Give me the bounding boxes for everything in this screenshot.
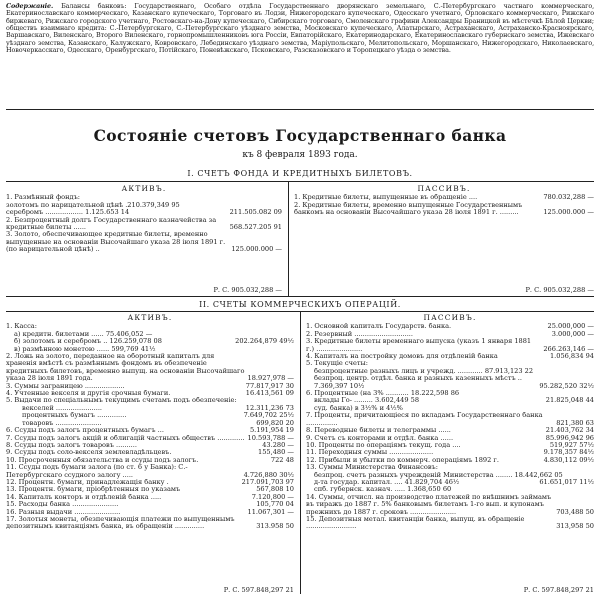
section2-liability-row-amount: 1.056,834 94 — [549, 353, 594, 361]
section2-liability-row — [306, 353, 594, 360]
section2-asset-row-amount: 12.311,236 73 — [245, 404, 294, 412]
section1-assets-total: Р. С. 905.032,288 — — [213, 286, 282, 294]
section1-asset-row-amount: 125.000.000 — — [231, 245, 282, 254]
section2-liability-row-label: 3. Кредитные билеты временнаго выпуска (указъ 1 января 1881 г.) ...................... — [306, 338, 532, 353]
section2-liability-row — [306, 516, 594, 531]
section2-asset-row-label: а) кредитн. билетами ...... 75.406,052 — — [14, 330, 153, 338]
section2-asset-row — [6, 346, 294, 353]
section2-liability-row-amount: 519,927 57½ — [549, 441, 594, 449]
section2-asset-row — [6, 486, 294, 493]
section2-asset-row-amount: 7.120,800 — — [251, 493, 294, 501]
section2-asset-row — [6, 390, 294, 397]
section1-liability-row-amount: 780.032,288 — — [543, 194, 594, 202]
section2-liabilities-heading: ПАССИВЪ. — [423, 313, 477, 322]
section2-asset-row — [6, 494, 294, 501]
section2-asset-row-label: 2. Ложь на золото, переданное на оборотный капиталъ для храненія вмѣстѣ съ размѣннымъ фондомъ въ обезпеченіе кредитныхъ билетовъ, временно выпущ. на основаніи Высочайшаго указа 28 іюля 1891 года. — [6, 353, 245, 383]
section2-asset-row — [6, 516, 294, 531]
section2-asset-row — [6, 412, 294, 419]
section2-asset-row-label: 16. Разныя выдачи ...................... — [6, 508, 121, 516]
section2-asset-row-amount: 722 48 — [270, 456, 294, 464]
section1-liability-row — [294, 194, 594, 201]
section1-asset-row-label: 2. Безпроцентный долгъ Государственнаго казначейства за кредитные билеты ...... — [6, 216, 217, 232]
section2-liability-row-label: 1. Основной капиталъ Государств. банка. — [306, 323, 452, 331]
section2-liability-row — [306, 427, 594, 434]
section2-liability-row-label: 2. Резервный ............................ — [306, 330, 413, 338]
section2-liability-row — [306, 338, 594, 353]
section2-asset-row — [6, 427, 294, 434]
section2-asset-row — [6, 353, 294, 383]
section2-asset-row — [6, 457, 294, 464]
section1-asset-row-label: 1. Размѣнный фондъ: — [6, 194, 80, 202]
section2-liability-row — [306, 405, 594, 412]
section2-asset-row-amount: 10.593,788 — — [247, 434, 294, 442]
section2-asset-row-amount: 5.191,954 19 — [249, 427, 294, 435]
section2-asset-row — [6, 323, 294, 330]
section1-asset-row — [6, 217, 282, 232]
section2-liability-row-label: 12. Прибыли и убытки по коммерч. операціямъ 1892 г. — [306, 456, 499, 464]
contents-paragraph — [6, 3, 594, 54]
section2-asset-row-label: векселей ...................... — [22, 404, 103, 412]
section2-asset-row-label: 11. Ссуды подъ бумаги залога (по ст. 6 у Банка): С.-Петербургскаго ссудного залогу ..... — [6, 464, 188, 479]
section2-asset-row-label: 3. Суммы заграницею ................... — [6, 382, 125, 390]
section2-asset-row-label: товаровъ ...................... — [22, 419, 102, 427]
section2-asset-row — [6, 442, 294, 449]
section2-liability-row — [306, 390, 594, 397]
section2-liability-row-amount: 821,380 63 — [556, 418, 594, 427]
section2-liability-row-label: 11. Переходныя суммы ..................... — [306, 449, 434, 457]
section1-assets-heading: АКТИВЪ. — [121, 184, 167, 193]
section1-liabilities-column — [294, 185, 594, 217]
section1-asset-row-amount: 211.505.082 09 — [229, 209, 282, 217]
section2-asset-row — [6, 331, 294, 338]
section1-asset-row — [6, 231, 282, 253]
section2-asset-row — [6, 383, 294, 390]
section1-liability-row — [294, 202, 594, 217]
section2-liability-row-label: суд. банка) в 3½% и 4½% — [314, 404, 403, 412]
section2-asset-row-label: 17. Золотыя монеты, обезпечивающія платежи по выпущеннымъ депозитнымъ квитанціямъ банка, въ обращеніи .............. — [6, 515, 235, 531]
section2-liability-row-label: безпроцентные разныхъ лицъ и учрежд. ............ 87.913,123 22 — [314, 367, 534, 375]
section1-bottom-rule — [6, 296, 594, 297]
section1-liability-row-amount: 125.000.000 — — [543, 208, 594, 217]
section2-assets-column — [6, 314, 294, 531]
section2-asset-row-amount: 567,808 10 — [256, 486, 294, 494]
section2-asset-row-amount: 16.413,561 09 — [245, 390, 294, 398]
contents-label: Содержаніе. — [6, 2, 54, 10]
section2-asset-row-amount: 313.958 50 — [256, 522, 294, 531]
section1-asset-row — [6, 209, 282, 216]
section2-asset-row-label: 7. Ссуды подъ залогъ акцій и облигацій частныхъ обществъ ............. — [6, 434, 245, 442]
section1-asset-row-label: 3. Золото, обеспечивающее кредитные билеты, временно выпущенные на основаніи Высочайшаго указа 28 іюля 1891 г. (по нарицательной цѣнѣ) .. — [6, 231, 226, 254]
section2-liability-row-amount: 95.282,520 32½ — [539, 381, 594, 390]
section2-liability-row — [306, 464, 594, 471]
section1-assets-column — [6, 185, 282, 254]
section2-liability-row-label: 8. Переводные билеты и телеграммы ...... — [306, 427, 451, 435]
section2-asset-row — [6, 397, 294, 404]
section2-asset-row-amount: 18.927,978 — — [247, 374, 294, 383]
section2-liability-row-label: 15. Депозитныя метал. квитанціи банка, выпущ. въ обращеніе ........................ — [306, 515, 525, 531]
section2-asset-row-label: 12. Процентн. бумаги, принадлежащія банку . — [6, 478, 169, 486]
section2-asset-row-amount: 202.264,879 49½ — [235, 338, 294, 346]
section2-liability-row-amount: 4.830,112 09½ — [543, 456, 594, 464]
section2-asset-row — [6, 435, 294, 442]
section2-asset-row-amount: 217.091,703 97 — [241, 478, 294, 486]
section2-asset-row-label: 6. Ссуды подъ залогъ процентныхъ бумагъ ... — [6, 427, 164, 435]
section2-liability-row-label: 14. Суммы, отчисл. на производство платежей по внѣшнимъ займамъ въ тиражъ до 1887 г. 5% банковымъ билетамъ 1-го вып. и купонамъ прежнихъ до 1887 г. сроковъ ...................... — [306, 493, 552, 516]
section2-asset-row — [6, 449, 294, 456]
section2-liability-row — [306, 457, 594, 464]
section2-liability-row-label: 9. Счетъ съ конторами и отдѣл. банка ...... — [306, 434, 454, 442]
section2-asset-row-label: 14. Капиталъ конторъ и отдѣленій банка ..... — [6, 493, 162, 501]
section2-liability-row — [306, 479, 594, 486]
section1-asset-row-label: серебромъ .................. 1.125.653 14 — [6, 209, 130, 217]
section2-asset-row — [6, 405, 294, 412]
section2-liability-row — [306, 449, 594, 456]
section2-asset-row-label: 13. Процентн. бумаги, пріобрѣтенныя по указамъ — [6, 486, 181, 494]
section2-asset-row — [6, 420, 294, 427]
section2-liability-row — [306, 472, 594, 479]
section2-asset-row-label: 1. Касса: — [6, 323, 37, 331]
section2-liability-row-label: вклады Го- ......... 3.602,449 58 — [314, 397, 420, 405]
section2-asset-row-label: 5. Выдачи по спеціальнымъ текущимъ счетамъ подъ обезпеченіе: — [6, 397, 237, 405]
section2-liability-row — [306, 331, 594, 338]
section2-asset-row-amount: 77.817,917 30 — [245, 382, 294, 390]
page-subtitle: къ 8 февраля 1893 года. — [242, 150, 358, 160]
section1-asset-row-label: золотомъ по нарицательной цѣнѣ .210.379,349 95 — [6, 201, 180, 209]
section2-asset-row — [6, 464, 294, 479]
section2-asset-row — [6, 509, 294, 516]
section1-asset-row — [6, 194, 282, 201]
section2-liability-row — [306, 368, 594, 375]
section2-liability-row — [306, 323, 594, 330]
section2-liability-row-amount: 21.403,762 34 — [545, 427, 594, 435]
section2-liability-row-amount: 9.178,357 84½ — [543, 449, 594, 457]
section2-liability-row-amount: 703,488 50 — [556, 507, 594, 516]
section1-asset-row — [6, 202, 282, 209]
section2-liability-row-label: 4. Капиталъ на постройку домовъ для отдѣленій банка — [306, 353, 498, 361]
section1-liabilities-heading: ПАССИВЪ. — [417, 184, 471, 193]
section2-liability-row-amount: 266.263,146 — — [543, 344, 594, 353]
section2-liability-row — [306, 435, 594, 442]
intro-divider — [6, 109, 594, 110]
section2-asset-row-label: в) размѣнною монетою ...... 599,769 41½ — [14, 345, 156, 353]
section2-liabilities-column — [306, 314, 594, 531]
section2-liability-row-label: д-та государ. капитал. .... 41.829,704 46½ — [314, 478, 460, 486]
section2-asset-row — [6, 338, 294, 345]
section2-liability-row-label: 5. Текущіе счеты: — [306, 360, 368, 368]
section2-liability-row — [306, 360, 594, 367]
section2-heading: II. СЧЕТЫ КОММЕРЧЕСКИХЪ ОПЕРАЦІЙ. — [199, 300, 401, 309]
section2-asset-row-label: процентныхъ бумагъ .............. — [22, 412, 127, 420]
section2-asset-row — [6, 479, 294, 486]
section2-asset-row-amount: 699,820 20 — [256, 419, 294, 427]
section1-liability-row-label: 1. Кредитные билеты, выпущенные въ обращеніе .... — [294, 194, 478, 202]
section2-liability-row-amount: 85.996,942 96 — [545, 434, 594, 442]
section2-asset-row-amount: 155,480 — — [258, 449, 294, 457]
section2-liability-row — [306, 375, 594, 390]
section2-asset-row — [6, 501, 294, 508]
section2-liability-row-amount: 313,958 50 — [556, 522, 594, 531]
section2-liabilities-total: Р. С. 597.848,297 21 — [523, 586, 594, 594]
section2-assets-total: Р. С. 597.848,297 21 — [223, 586, 294, 594]
contents-text: Балансы банковъ: Государственнаго, Особаго отдѣла Государственнаго дворянскаго земельнаго, С.-Петербургскаго частнаго коммерческаго, Екатеринославскаго коммерческаго, Казанскаго купеческаго, Торговаго въ Лодзи, Нижегородскаго купеческаго, Одесскаго учетнаго, Орловскаго коммерческаго, Рижскаго биржеваго, Рижскаго городского учетнаго, Ростовскаго-на-Дону купеческаго, Сибирскаго торговаго, Смоленскаго графини Александры Браницкой въ мѣстечкѣ Бѣлой Церкви; обществъ взаимнаго кредита: С.-Петербургскаго, С.-Петербургскаго уѣзднаго земства, Московскаго купеческаго, Алатырскаго, Астраханскаго, Астраханско-Красноярскаго, Варшавскаго, Виленскаго, Второго Виленскаго, горнопромышленниковъ юга Россіи, Евпаторійскаго, Екатеринодарскаго, Екатеринославскаго губернскаго земства, Ижевскаго уѣзднаго земства, Казанскаго, Калужскаго, Ковровскаго, Лебединскаго уѣзднаго земства, Маріупольскаго, Мелитопольскаго, Моршанскаго, Нижегородскаго, Николаевскаго, Новочеркасскаго, Одесскаго, Оренбургскаго, Потійскаго, Поневѣжскаго, Псковскаго, Разсказовскаго и Торопецкаго уѣзда о земства. — [6, 2, 595, 55]
section2-liability-row-label: 13. Суммы Министерства Финансовъ: — [306, 464, 438, 472]
section2-liability-row-label: безпроц. счетъ разныхъ учрежденій Министерства ........ 18.442,662 05 — [314, 471, 563, 479]
section2-liability-row-amount: 21.825,048 44 — [545, 397, 594, 405]
section2-column-divider — [300, 312, 301, 594]
section1-asset-row-amount: 568.527.205 91 — [229, 223, 282, 232]
page-title: Состояніе счетовъ Государственнаго банка — [93, 126, 507, 145]
section2-liability-row — [306, 494, 594, 516]
section2-asset-row-label: 9. Ссуды подъ соло-векселя землевладѣльцевъ. — [6, 449, 172, 457]
section1-column-divider — [288, 182, 289, 296]
section2-asset-row-label: 4. Учтенные векселя и другія срочныя бумаги. — [6, 390, 171, 398]
section2-asset-row-label: 8. Ссуды подъ залогъ товаровъ .......... — [6, 441, 137, 449]
section2-asset-row-label: 10. Просроченныя обязательства и ссуды подъ залогъ. — [6, 456, 199, 464]
section2-liability-row-label: 6. Процентные (на 3% ........... 18.222,598 86 — [306, 390, 460, 398]
section2-asset-row-amount: 43.280 — — [262, 441, 294, 449]
section2-asset-row-amount: 4.726,880 30½ — [243, 470, 294, 479]
section2-liability-row-amount: 25.000,000 — — [547, 323, 594, 331]
section1-liabilities-total: Р. С. 905.032,288 — — [525, 286, 594, 294]
section2-liability-row-amount: 3.000,000 — — [551, 330, 594, 338]
section2-liability-row — [306, 412, 594, 427]
section2-asset-row-amount: 105,770 04 — [256, 501, 294, 509]
section2-liability-row-label: безпроц. центр. отдѣл. банка и разныхъ казенныхъ мѣстъ .. 7.369,397 10½ — [314, 375, 522, 390]
section1-liability-row-label: 2. Кредитные билеты, временно выпущенные Государственнымъ банкомъ на основаніи Высочайшаго указа 28 іюля 1891 г. ......... — [294, 201, 523, 217]
section2-asset-row-label: 15. Расходы банка ...................... — [6, 501, 119, 509]
section2-assets-heading: АКТИВЪ. — [127, 313, 173, 322]
section2-asset-row-label: б) золотомъ и серебромъ .. 126.259,078 08 — [14, 338, 162, 346]
section2-liability-row — [306, 486, 594, 493]
section2-liability-row-label: спб. губернск. казнач. ..... 1.368,650 60 — [314, 486, 452, 494]
section2-asset-row-amount: 7.649,702 25½ — [243, 412, 294, 420]
section2-liability-row-label: 10. Проценты по операціямъ текущ. года .... — [306, 441, 461, 449]
section2-liability-row — [306, 442, 594, 449]
section1-top-rule — [6, 181, 594, 182]
section2-liability-row — [306, 397, 594, 404]
section1-heading: I. СЧЕТЪ ФОНДА И КРЕДИТНЫХЪ БИЛЕТОВЪ. — [187, 169, 413, 178]
section2-liability-row-label: 7. Проценты, причитающіеся по вкладамъ Государственнаго банка ............... — [306, 412, 543, 427]
section2-asset-row-amount: 11.067,301 — — [247, 508, 294, 516]
section2-liability-row-amount: 61.651,017 11½ — [539, 478, 594, 486]
